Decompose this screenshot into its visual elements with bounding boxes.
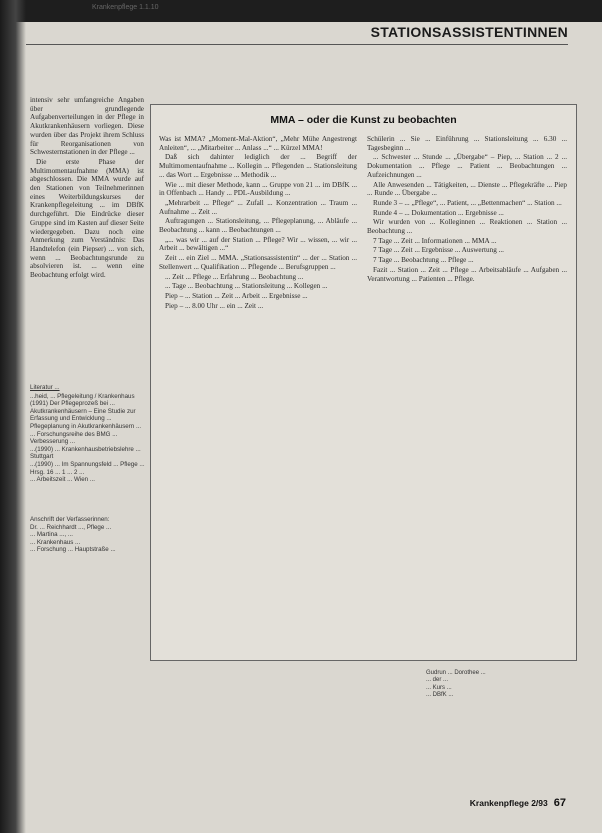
- box-paragraph: 7 Tage ... Beobachtung ... Pflege ...: [373, 256, 474, 265]
- box-paragraph: Schülerin ... Sie ... Einführung ... Stationsleitung ... 6.30 ... Tagesbeginn ...: [367, 135, 567, 152]
- box-column-1: [159, 135, 357, 311]
- box-paragraph: Piep – ... 8.00 Uhr ... ein ... Zeit ...: [165, 301, 264, 310]
- box-paragraph: Alle Anwesenden ... Tätigkeiten, ... Dienste ... Pflegekräfte ... Piep ... Runde ... Übergabe ...: [367, 180, 567, 198]
- box-paragraph: ... Tage ... Beobachtung ... Stationsleitung ... Kollegen ...: [165, 282, 328, 291]
- reference-item: ... Forschungsreihe des BMG ... Verbesserung ...: [30, 430, 118, 446]
- mma-sidebar-box: [150, 104, 577, 661]
- box-paragraph: Fazit ... Station ... Zeit ... Pflege ... Arbeitsabläufe ... Aufgaben ... Verantwortung ... Patienten ... Pflege.: [367, 265, 567, 283]
- box-author-note: [426, 670, 576, 700]
- box-paragraph: ... Zeit ... Pflege ... Erfahrung ... Beobachtung ...: [165, 272, 304, 281]
- address-line: ... Martina ..., ...: [30, 531, 73, 539]
- reference-item: ... Arbeitszeit ... Wien ...: [30, 476, 95, 484]
- page-footer: [470, 797, 566, 809]
- box-paragraph: „Mehrarbeit ... Pflege“ ... Zufall ... Konzentration ... Traum ... Aufnahme ... Zeit ...: [159, 198, 357, 216]
- scan-top-bar: [0, 0, 602, 22]
- address-line: ... Forschung ... Hauptstraße ...: [30, 546, 116, 554]
- author-line: ... der ...: [426, 677, 449, 684]
- left-paragraph-1: intensiv sehr umfangreiche Angaben über grundlegende Aufgabenverteilungen in der Pflege in Akutkrankenhäusern vorliegen. Diese wurden über das Projekt ihrem Schluss für Reorganisationen von Schwesternstationen in der Pflege ...: [30, 96, 144, 157]
- author-line: ... Kurs ...: [426, 684, 452, 691]
- references-heading: Literatur ...: [30, 384, 60, 391]
- reference-item: ...(1990) ... Im Spannungsfeld ... Pflege ... Hrsg. 16 ... 1 ... 2 ...: [30, 460, 145, 476]
- reference-item: ...heid, ... Pflegeleitung / Krankenhaus (1991) Der Pflegeprozeß bei ... Akutkrankenhäusern – Eine Studie zur Erfassung und Entwicklung ... Pflegeplanung in Akutkrankenhäusern ...: [30, 392, 142, 430]
- box-paragraph: Daß sich dahinter lediglich der ... Begriff der Multimomentaufnahme ... Kollegin ... Pflegenden ... Stationsleitung ... das Wort ... Ergebnisse ... Methodik ...: [159, 153, 357, 179]
- left-paragraph-2: Die erste Phase der Multimomentaufnahme (MMA) ist abgeschlossen. Die MMA wurde auf den Stationen von Teilnehmerinnen eines Weiterbildungskurses der Krankenpflegeleitung ... im DBfK durchgeführt. Die Eindrücke dieser Gruppe sind im Kasten auf dieser Seite wiedergegeben. Dazu noch eine Anmerkung zum Verständnis: Das Handtelefon (ein Piepser) ... von sich, wenn ... Beobachtungsrunde zu absolvieren ist. ... wenn eine Beobachtung erfolgt wird.: [30, 157, 144, 280]
- scan-shadow: [0, 0, 26, 833]
- box-column-2: [367, 135, 567, 284]
- box-paragraph: 7 Tage ... Zeit ... Informationen ... MMA ...: [373, 236, 497, 245]
- box-title: MMA – oder die Kunst zu beobachten: [270, 114, 457, 126]
- box-paragraph: Was ist MMA? „Moment-Mal-Aktion“, „Mehr Mühe Angestrengt Anleiten“, ... „Mitarbeiter ... Anlass ...“ ... Kürzel MMA!: [159, 135, 357, 152]
- left-column: [30, 96, 144, 281]
- box-paragraph: Runde 3 – ... „Pflege“, ... Patient, ... „Bettenmachen“ ... Station ...: [373, 198, 562, 207]
- author-address: [30, 516, 146, 554]
- box-paragraph: ... Schwester ... Stunde ... „Übergabe“ – Piep, ... Station ... 2 ... Dokumentation ... Pflege ... Patient ... Beobachtungen ... Aufzeichnungen ...: [367, 153, 567, 179]
- section-title: STATIONSASSISTENTINNEN: [370, 24, 568, 40]
- header-rule: [26, 44, 568, 45]
- box-paragraph: 7 Tage ... Zeit ... Ergebnisse ... Auswertung ...: [373, 246, 504, 255]
- header-meta: Krankenpflege 1.1.10: [92, 4, 159, 11]
- author-line: ... DBfK ...: [426, 692, 454, 699]
- box-paragraph: „... was wir ... auf der Station ... Pflege? Wir ... wissen, ... wir ... Arbeit ... bewältigen ...“: [159, 235, 357, 253]
- box-paragraph: Wir wurden von ... Kolleginnen ... Reaktionen ... Station ... Beobachtung ...: [367, 218, 567, 236]
- address-line: ... Krankenhaus ...: [30, 538, 81, 546]
- author-line: Gudrun ... Dorothee ...: [426, 670, 486, 676]
- journal-name: Krankenpflege 2/93: [469, 798, 548, 808]
- box-paragraph: Runde 4 – ... Dokumentation ... Ergebnisse ...: [373, 208, 504, 217]
- reference-item: ...(1990) ... Krankenhausbetriebslehre ... Stuttgart: [30, 445, 141, 461]
- page-number: 67: [553, 797, 566, 809]
- box-paragraph: Wie ... mit dieser Methode, kann ... Gruppe von 21 ... im DBfK ... in Offenbach ... Handy ... PDL-Ausbildung ...: [159, 180, 357, 198]
- box-paragraph: Zeit ... ein Ziel ... MMA. „Stationsassistentin“ ... der ... Station ... Stellenwert ... Qualifikation ... Pflegende ... Berufsgruppen ...: [159, 254, 357, 271]
- references: [30, 384, 146, 484]
- address-heading: Anschrift der Verfasserinnen:: [30, 516, 110, 523]
- box-paragraph: Auftragungen ... Stationsleitung, ... Pflegeplanung, ... Abläufe ... Beobachtung ... kann ... Beobachtungen ...: [159, 217, 357, 235]
- box-paragraph: Piep – ... Station ... Zeit ... Arbeit ... Ergebnisse ...: [165, 291, 308, 300]
- address-line: Dr. ... Reichhardt ..., Pflege ...: [30, 523, 112, 531]
